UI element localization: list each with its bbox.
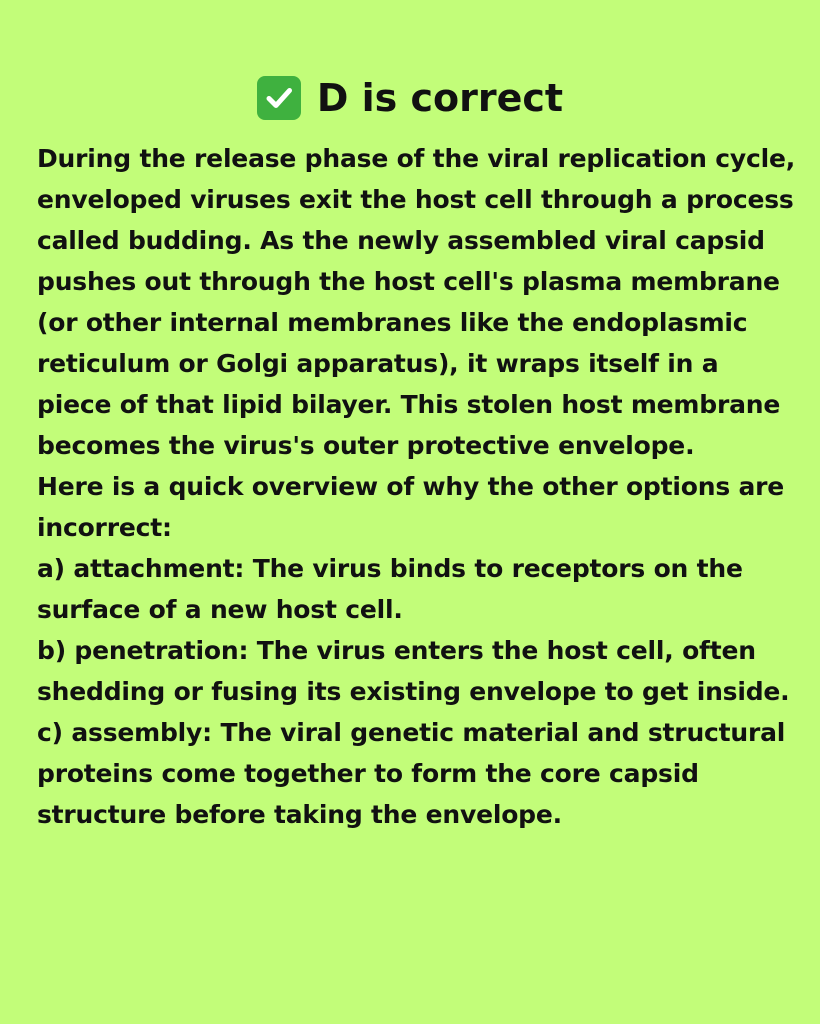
option-a-explanation: a) attachment: The virus binds to receptors on the surface of a new host cell. [37,554,743,624]
title-row [0,70,820,126]
option-b-explanation: b) penetration: The virus enters the host cell, often shedding or fusing its existing envelope to get inside. [37,636,790,706]
check-mark-button-icon [257,76,301,120]
option-c-explanation: c) assembly: The viral genetic material and structural proteins come together to form the core capsid structure before taking the envelope. [37,718,786,829]
page-title: D is correct [316,76,564,120]
overview-intro: Here is a quick overview of why the other options are incorrect: [37,472,785,542]
explanation-body [37,138,797,835]
explanation-paragraph: During the release phase of the viral replication cycle, enveloped viruses exit the host cell through a process called budding. As the newly assembled viral capsid pushes out through the host cell's plasma membrane (or other internal membranes like the endoplasmic reticulum or Golgi apparatus), it wraps itself in a piece of that lipid bilayer. This stolen host membrane becomes the virus's outer protective envelope. [37,144,796,460]
